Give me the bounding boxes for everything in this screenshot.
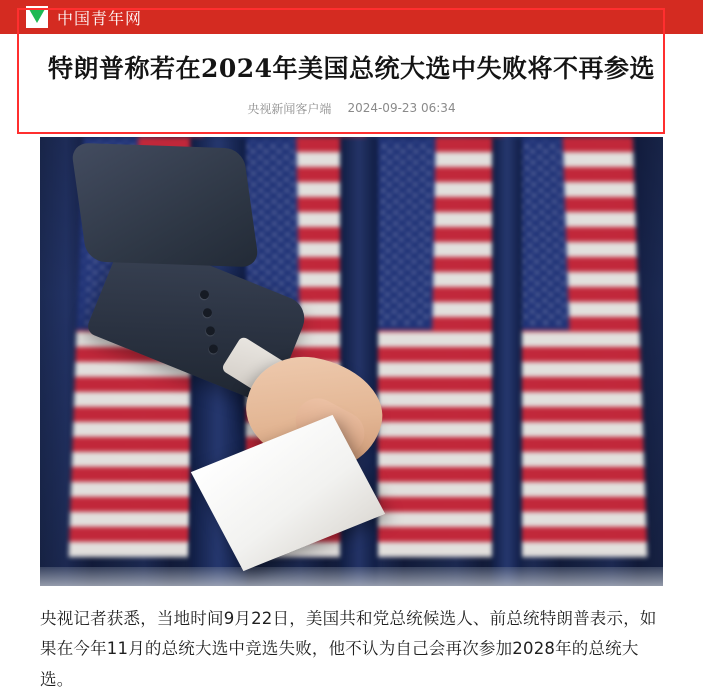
suit-sleeve-upper [70, 142, 259, 267]
us-flag-icon [366, 137, 508, 557]
article-header [0, 34, 703, 121]
article-photo [40, 137, 663, 586]
site-name: 中国青年网 [57, 8, 143, 28]
photo-floor [40, 567, 663, 586]
page-title: 特朗普称若在2024年美国总统大选中失败将不再参选 [47, 54, 656, 83]
site-brand-bar [0, 0, 703, 34]
triangle-logo-icon [26, 6, 48, 28]
article-timestamp: 2024-09-23 06:34 [347, 101, 456, 116]
us-flag-icon [503, 137, 648, 557]
article-meta [40, 100, 663, 117]
article-paragraph: 央视记者获悉，当地时间9月22日，美国共和党总统候选人、前总统特朗普表示，如果在今年11月的总统大选中竞选失败，他不认为自己会再次参加2028年的总统大选。 [40, 608, 657, 689]
article-source: 央视新闻客户端 [247, 101, 332, 116]
photo-background [40, 137, 663, 586]
curtain-panel [492, 137, 522, 586]
